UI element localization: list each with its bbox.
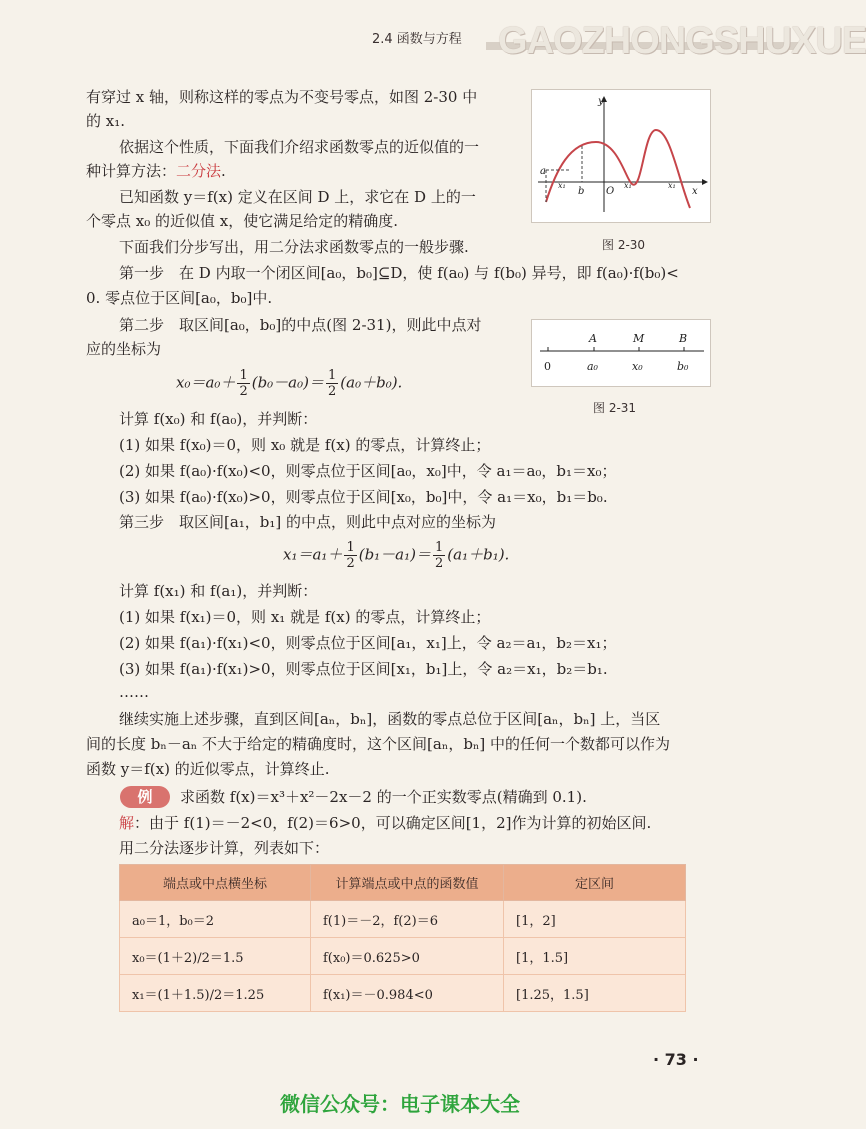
table-row	[120, 938, 686, 975]
text-line: (1) 如果 f(x₁)＝0，则 x₁ 就是 f(x) 的零点，计算终止；	[119, 608, 491, 626]
solution-label: 解	[119, 814, 135, 832]
text-line	[86, 160, 226, 182]
table-cell: x₀＝(1＋2)/2＝1.5	[120, 938, 311, 975]
table-cell: [1，1.5]	[504, 938, 686, 975]
solution-line-2: 用二分法逐步计算，列表如下：	[119, 839, 330, 857]
text-line: 已知函数 y＝f(x) 定义在区间 D 上，求它在 D 上的一	[119, 188, 476, 206]
table-row	[120, 975, 686, 1012]
frac-den: 2	[346, 556, 355, 571]
frac-den: 2	[435, 556, 444, 571]
text-line: 的 x₁.	[86, 112, 126, 130]
figure-2-31	[531, 319, 711, 387]
figure-2-30	[531, 89, 711, 223]
text-line: 下面我们分步写出，用二分法求函数零点的一般步骤.	[119, 238, 469, 256]
text-line: (1) 如果 f(x₀)＝0，则 x₀ 就是 f(x) 的零点，计算终止；	[119, 436, 491, 454]
fraction	[326, 368, 338, 399]
figure-caption: 图 2-30	[602, 238, 646, 252]
text-line: 依据这个性质，下面我们介绍求函数零点的近似值的一	[119, 138, 480, 156]
text-line: (2) 如果 f(a₁)·f(x₁)<0，则零点位于区间[a₁，x₁]上，令 a₂＝a₁，b₂＝x₁；	[119, 634, 617, 652]
table-header-cell: 端点或中点横坐标	[120, 865, 311, 901]
eq-part: x₀＝a₀＋	[176, 373, 236, 392]
table-cell: [1.25，1.5]	[504, 975, 686, 1012]
label-x1-left: x₁	[558, 181, 566, 190]
function-curve	[546, 130, 690, 208]
table-cell: f(x₀)＝0.625>0	[311, 938, 504, 975]
header-section-title: 2.4 函数与方程	[372, 32, 462, 47]
text-line: (2) 如果 f(a₀)·f(x₀)<0，则零点位于区间[a₀，x₀]中，令 a₁＝a₀，b₁＝x₀；	[119, 462, 617, 480]
number-line	[532, 320, 710, 386]
example-badge: 例	[120, 786, 170, 808]
label-b0: b₀	[677, 360, 689, 373]
text-line: 0. 零点位于区间[a₀，b₀]中.	[86, 289, 273, 307]
eq-part: x₁＝a₁＋	[283, 545, 343, 564]
frac-den: 2	[328, 384, 337, 399]
eq-part: (a₀＋b₀).	[340, 373, 403, 392]
page-header	[0, 0, 866, 62]
text-segment: 种计算方法：	[86, 162, 177, 180]
table-cell: x₁＝(1＋1.5)/2＝1.25	[120, 975, 311, 1012]
frac-den: 2	[239, 384, 248, 399]
frac-num: 1	[346, 540, 355, 555]
text-line: 应的坐标为	[86, 340, 162, 358]
x-axis-arrow	[702, 179, 708, 185]
table-cell: f(1)＝－2，f(2)＝6	[311, 901, 504, 938]
table-cell: [1，2]	[504, 901, 686, 938]
header-decoration-text: GAOZHONGSHUXUE	[498, 20, 866, 62]
label-y: y	[598, 96, 604, 107]
table-header-cell: 计算端点或中点的函数值	[311, 865, 504, 901]
solution-line	[119, 812, 651, 834]
solution-text: ：由于 f(1)＝－2<0，f(2)＝6>0，可以确定区间[1，2]作为计算的初始区间.	[134, 814, 652, 832]
equation-midpoint-1	[283, 540, 509, 571]
table-header-cell: 定区间	[504, 865, 686, 901]
text-line: 间的长度 bₙ－aₙ 不大于给定的精确度时，这个区间[aₙ，bₙ] 中的任何一个数都可以作为	[86, 735, 671, 753]
page-number: · 73 ·	[653, 1050, 699, 1069]
label-x1-mid: x₁	[624, 181, 632, 190]
fraction	[237, 368, 249, 399]
text-line: 计算 f(x₀) 和 f(a₀)，并判断：	[119, 410, 318, 428]
eq-part: (b₁－a₁)＝	[358, 545, 431, 564]
text-line: 继续实施上述步骤，直到区间[aₙ，bₙ]，函数的零点总位于区间[aₙ，bₙ] 上，当区	[119, 710, 661, 728]
table-row	[120, 901, 686, 938]
step3-line: 第三步 取区间[a₁，b₁] 的中点，则此中点对应的坐标为	[119, 513, 497, 531]
label-B: B	[679, 332, 688, 345]
label-a: a	[540, 166, 546, 177]
eq-part: (a₁＋b₁).	[447, 545, 510, 564]
label-x0: x₀	[632, 360, 643, 373]
fraction	[344, 540, 356, 571]
text-line: (3) 如果 f(a₁)·f(x₁)>0，则零点位于区间[x₁，b₁]上，令 a₂＝x₁，b₂＝b₁.	[119, 660, 608, 678]
footer-watermark: 微信公众号：电子课本大全	[280, 1092, 520, 1116]
table-cell: a₀＝1，b₀＝2	[120, 901, 311, 938]
text-line: 个零点 x₀ 的近似值 x，使它满足给定的精确度.	[86, 212, 399, 230]
text-line: 函数 y＝f(x) 的近似零点，计算终止.	[86, 760, 330, 778]
label-zero: 0	[544, 360, 551, 373]
text-line: (3) 如果 f(a₀)·f(x₀)>0，则零点位于区间[x₀，b₀]中，令 a₁＝x₀，b₁＝b₀.	[119, 488, 608, 506]
frac-num: 1	[239, 368, 248, 383]
bisection-table	[119, 864, 686, 1012]
text-line: 计算 f(x₁) 和 f(a₁)，并判断：	[119, 582, 318, 600]
text-segment: .	[221, 162, 226, 180]
frac-num: 1	[328, 368, 337, 383]
table-cell: f(x₁)＝－0.984<0	[311, 975, 504, 1012]
label-x: x	[692, 186, 698, 197]
label-x1-right: x₁	[668, 181, 676, 190]
text-line: 有穿过 x 轴，则称这样的零点为不变号零点，如图 2-30 中	[86, 88, 478, 106]
table-header-row	[120, 865, 686, 901]
example-problem: 求函数 f(x)＝x³＋x²－2x－2 的一个正实数零点(精确到 0.1).	[180, 788, 587, 806]
frac-num: 1	[435, 540, 444, 555]
step2-line: 第二步 取区间[a₀，b₀]的中点(图 2-31)，则此中点对	[119, 316, 482, 334]
step1-line: 第一步 在 D 内取一个闭区间[a₀，b₀]⊆D，使 f(a₀) 与 f(b₀) 异号，即 f(a₀)·f(b₀)<	[119, 264, 679, 282]
equation-midpoint-0	[176, 368, 402, 399]
label-M: M	[633, 332, 645, 345]
label-A: A	[589, 332, 597, 345]
label-b: b	[578, 186, 585, 197]
label-a0: a₀	[587, 360, 598, 373]
figure-caption: 图 2-31	[593, 401, 637, 415]
eq-part: (b₀－a₀)＝	[251, 373, 324, 392]
fraction	[433, 540, 445, 571]
ellipsis: ……	[119, 683, 149, 701]
label-origin: O	[606, 186, 615, 197]
term-bisection: 二分法	[176, 162, 222, 180]
function-graph	[532, 90, 710, 222]
